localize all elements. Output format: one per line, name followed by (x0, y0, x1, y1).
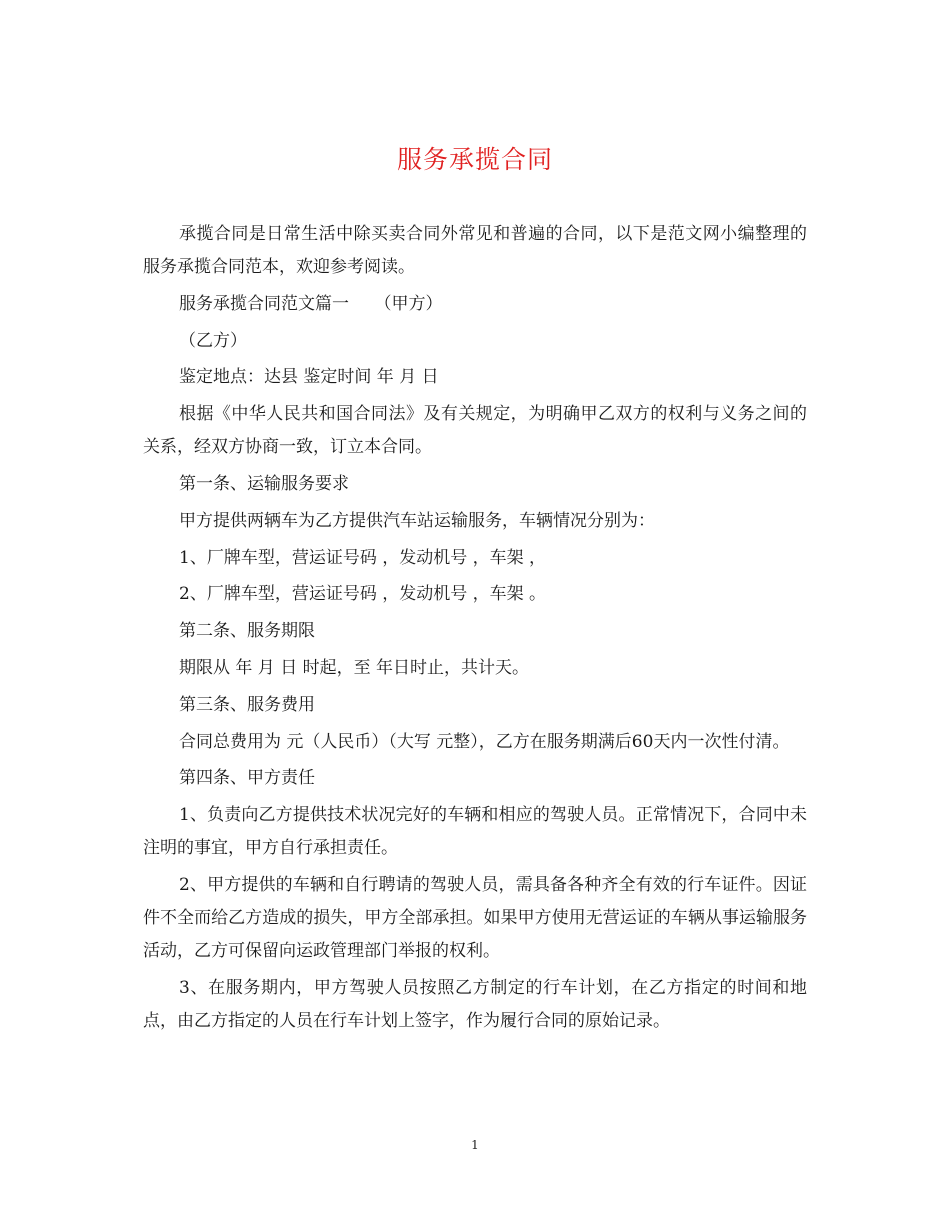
paragraph-party-b: （乙方） (179, 330, 247, 351)
paragraph-sample-heading: 服务承揽合同范文篇一 （甲方） (179, 293, 443, 314)
paragraph-term: 期限从 年 月 日 时起，至 年日时止，共计天。 (179, 657, 530, 678)
document-title: 服务承揽合同 (396, 145, 553, 174)
paragraph-fees: 合同总费用为 元（人民币）（大写 元整），乙方在服务期满后60天内一次性付清。 (179, 731, 790, 752)
paragraph-preamble: 根据《中华人民共和国合同法》及有关规定，为明确甲乙双方的权利与义务之间的关系，经双方协商一致，订立本合同。 (143, 404, 807, 458)
document-body (143, 218, 807, 1042)
section-heading-4: 第四条、甲方责任 (179, 768, 315, 789)
section-heading-2: 第二条、服务期限 (179, 621, 315, 642)
page-number: 1 (471, 1138, 479, 1152)
list-item-responsibility-3: 3、在服务期内，甲方驾驶人员按照乙方制定的行车计划，在乙方指定的时间和地点，由乙方指定的人员在行车计划上签字，作为履行合同的原始记录。 (143, 977, 807, 1031)
list-item-responsibility-2: 2、甲方提供的车辆和自行聘请的驾驶人员，需具备各种齐全有效的行车证件。因证件不全而给乙方造成的损失，甲方全部承担。如果甲方使用无营运证的车辆从事运输服务活动，乙方可保留向运政管理部门举报的权利。 (143, 874, 807, 961)
list-item-vehicle-2: 2、厂牌车型，营运证号码 ，发动机号 ，车架 。 (179, 584, 547, 605)
list-item-responsibility-1: 1、负责向乙方提供技术状况完好的车辆和相应的驾驶人员。正常情况下，合同中未注明的事宜，甲方自行承担责任。 (143, 805, 807, 859)
list-item-vehicle-1: 1、厂牌车型，营运证号码 ，发动机号 ，车架 ， (179, 547, 547, 568)
section-heading-1: 第一条、运输服务要求 (179, 473, 349, 494)
paragraph-intro: 承揽合同是日常生活中除买卖合同外常见和普遍的合同，以下是范文网小编整理的服务承揽合同范本，欢迎参考阅读。 (143, 224, 807, 277)
paragraph-vehicles: 甲方提供两辆车为乙方提供汽车站运输服务，车辆情况分别为： (179, 510, 655, 531)
paragraph-location-time: 鉴定地点：达县 鉴定时间 年 月 日 (179, 367, 439, 388)
section-heading-3: 第三条、服务费用 (179, 694, 315, 715)
